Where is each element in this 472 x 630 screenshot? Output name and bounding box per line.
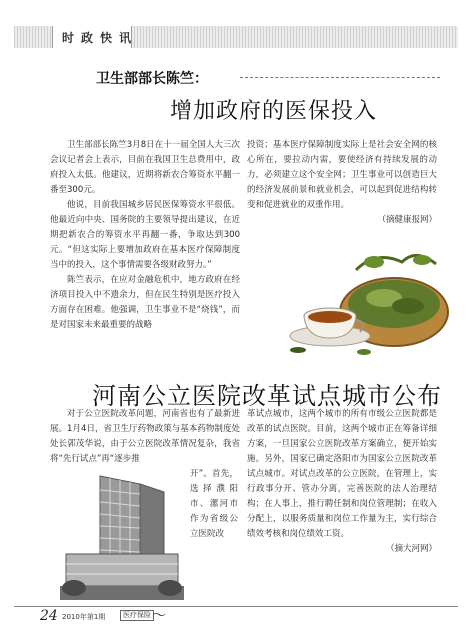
article1-paragraph: 投资；基本医疗保障制度实际上是社会安全网的核心所在，要拉动内需，要使经济有持续发展的动力，必须建立这个安全网；卫生事业可以创造巨大的经济发展前景和就业机会，可以起到促进结构转变和促进就业的双重作用。 bbox=[247, 140, 437, 210]
article1-paragraph: 他说，目前我国城乡居民医保筹资水平很低。他最近向中央、国务院的主要领导提出建议，在近期把新农合的筹资水平再翻一番，争取达到300元。“但这实际上要增加政府在基本医疗保障制度当中的投入，这个事情需要各级财政努力。” bbox=[50, 200, 240, 270]
article2-paragraph: 开”。首先，选择濮阳市、漯河市作为省级公立医院改 bbox=[190, 469, 238, 539]
kicker-divider bbox=[240, 77, 440, 78]
article2-title: 河南公立医院改革试点城市公布 bbox=[92, 382, 442, 410]
hospital-building-image bbox=[60, 470, 184, 600]
article1-source: （摘健康报网） bbox=[377, 215, 437, 225]
article1-paragraph: 陈竺表示，在应对金融危机中，地方政府在经济项目投入中不遗余力，但在民生特别是医疗投入方面存在困难。他强调，卫生事业不是“烧钱”，而是对国家未来最重要的战略 bbox=[50, 275, 240, 330]
article2-paragraph: 对于公立医院改革问题，河南省也有了最新进展。1月4日，省卫生厅药物政策与基本药物制度处处长郭茂华说，由于公立医院改革情况复杂，我省将“先行试点”再“逐步推 bbox=[50, 409, 240, 464]
article1-paragraph: 卫生部部长陈竺3月8日在十一届全国人大三次会议记者会上表示，目前在我国卫生总费用中，政府投入太低。他建议，近期将新农合筹资水平翻一番至300元。 bbox=[50, 140, 240, 195]
article2-source: （摘大河网） bbox=[385, 544, 437, 554]
article1-title: 增加政府的医保投入 bbox=[170, 99, 378, 124]
footer-divider bbox=[14, 606, 458, 607]
article1-left-column bbox=[50, 138, 240, 333]
article2-paragraph: 革试点城市，这两个城市的所有市级公立医院都是改革的试点医院。目前，这两个城市正在筹备详细方案，一旦国家公立医院改革方案确立，便开始实施。另外，国家已确定洛阳市为国家公立医院改革试点城市。对试点改革的公立医院，在管理上，实行政事分开、管办分离，完善医院的法人治理结构；在人事上，推行聘任制和岗位管理制；在收入分配上，以服务质量和岗位工作量为主，实行综合绩效考核和岗位绩效工资。 bbox=[247, 409, 437, 539]
footer-brush-mark: 〜 bbox=[152, 608, 166, 624]
article2-left-narrow bbox=[190, 467, 238, 542]
page-number: 24 bbox=[40, 608, 58, 624]
footer-issue: 2010年第1期 bbox=[62, 613, 106, 621]
article1-kicker: 卫生部部长陈竺： bbox=[96, 71, 208, 87]
footer-magazine-name: 医疗保险 bbox=[120, 610, 154, 621]
article2-right-column bbox=[247, 407, 437, 557]
tea-herbs-image bbox=[276, 240, 452, 360]
article1-right-column bbox=[247, 138, 437, 228]
section-title: 时政快讯 bbox=[62, 31, 139, 45]
article2-left-top bbox=[50, 407, 240, 467]
